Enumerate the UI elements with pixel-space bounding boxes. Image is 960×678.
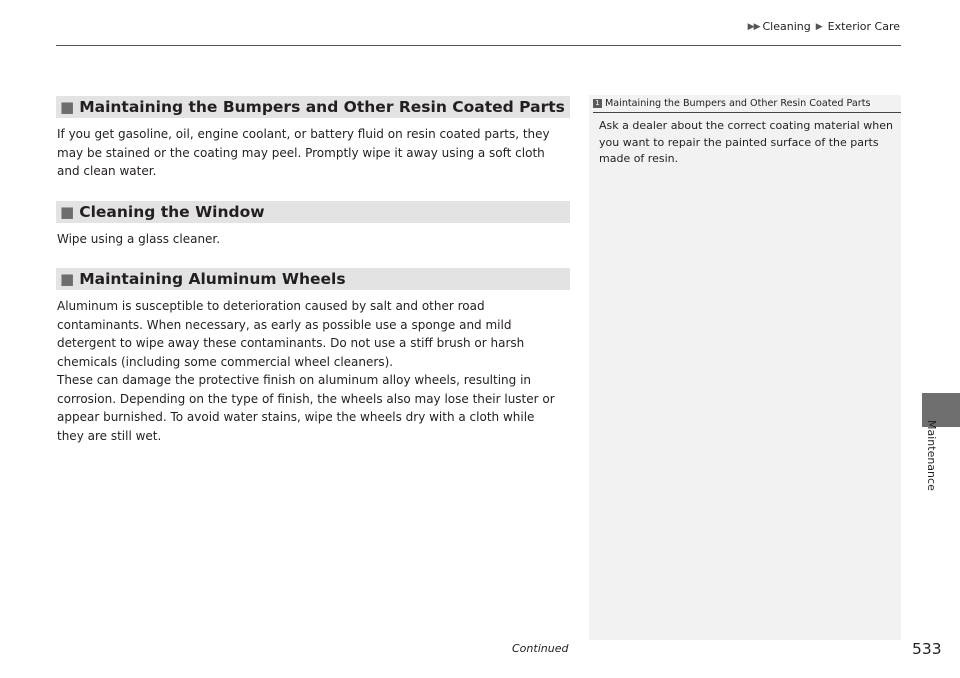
section-header-window — [56, 201, 570, 223]
section-title: Maintaining the Bumpers and Other Resin Coated Parts — [79, 98, 565, 116]
breadcrumb-item-cleaning[interactable]: Cleaning — [762, 20, 811, 33]
header-divider — [56, 45, 901, 46]
sidebar-note-header[interactable] — [593, 98, 901, 113]
breadcrumb-item-exterior-care[interactable]: Exterior Care — [827, 20, 900, 33]
chapter-label-text: Maintenance — [925, 420, 938, 491]
section-body-window: Wipe using a glass cleaner. — [57, 232, 221, 246]
sidebar-note — [589, 95, 901, 640]
section-header-bumpers — [56, 96, 570, 118]
section-title: Cleaning the Window — [79, 203, 265, 221]
section-body-wheels-1: Aluminum is susceptible to deterioration caused by salt and other road contaminants. When necessary, as early as possible use a sponge and mild detergent to wipe away these contaminants. Do not use a stiff brush or harsh chemicals (including some commercial wheel cleaners). — [57, 299, 525, 369]
arrow-icon: ▶ — [815, 21, 823, 32]
breadcrumb — [748, 20, 900, 33]
section-body-wheels-2: These can damage the protective finish on aluminum alloy wheels, resulting in corrosion. Depending on the type of finish, the wheels also may lose their luster or appear burnished. To avoid water stains, wipe the wheels dry with a cloth while they are still wet. — [57, 373, 555, 443]
sidebar-note-body: Ask a dealer about the correct coating material when you want to repair the painted surface of the parts made of resin. — [599, 119, 893, 165]
chapter-label — [920, 420, 948, 510]
page-number: 533 — [912, 640, 942, 658]
reference-number-icon: 1 — [593, 99, 602, 108]
continued-label: Continued — [512, 642, 569, 655]
section-body-bumpers: If you get gasoline, oil, engine coolant, or battery fluid on resin coated parts, they may be stained or the coating may peel. Promptly wipe it away using a soft cloth and clean water. — [57, 127, 550, 179]
square-bullet-icon: ■ — [60, 269, 75, 288]
sidebar-note-title: Maintaining the Bumpers and Other Resin Coated Parts — [605, 98, 871, 109]
double-arrow-icon: ▶▶ — [747, 21, 760, 32]
square-bullet-icon: ■ — [60, 97, 75, 116]
section-title: Maintaining Aluminum Wheels — [79, 270, 346, 288]
section-header-wheels — [56, 268, 570, 290]
square-bullet-icon: ■ — [60, 202, 75, 221]
